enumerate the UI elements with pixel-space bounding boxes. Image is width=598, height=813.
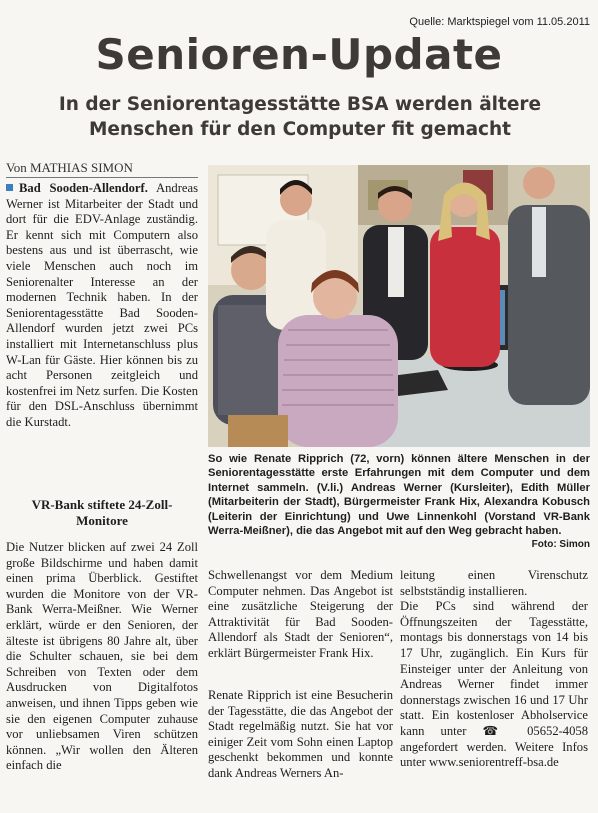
headline: Senioren-Update	[95, 30, 503, 79]
article-column-1-continued	[6, 540, 198, 774]
paragraph-opening-hours: Die PCs sind während der Öffnungszeiten der Tagesstätte, montags bis donnerstags von 14 bis 17 Uhr, zugänglich. Ein Kurs für Einsteiger unter der Anleitung von Andreas Werner findet immer donnerstags zwischen 16 und 17 Uhr statt. Ein kostenloser Abholservice kann unter ☎ 05652-4058 angefordert werden. Weitere Infos unter www.seniorentreff-bsa.de	[400, 599, 588, 770]
lead-paragraph: Andreas Werner ist Mitarbeiter der Stadt und dort für die EDV-Anlage zuständig. Er kennt sich mit Computern also bestens aus und ist überrascht, wie viele Menschen auch noch im Seniorenalter Interesse an der modernen Technik haben. In der Seniorentagesstätte Bad Sooden-Allendorf wurden jetzt zwei PCs installiert mit Internetanschluss plus W-Lan für Gäste. Hier können bis zu acht Personen zeitgleich und kostenfrei im Netz surfen. Die Kosten für den DSL-Anschluss übernimmt die Kurstadt.	[6, 181, 198, 429]
paragraph-ripprich: Renate Ripprich ist eine Besucherin der Tagesstätte, die das Angebot der Stadt regelmäßig nutzt. Sie hat vor einiger Zeit vom Sohn einen Laptop geschenkt bekommen und konnte dank Andreas Werners An-	[208, 688, 393, 780]
article-column-2-continued	[208, 688, 393, 782]
article-photo	[208, 165, 590, 447]
caption-text: So wie Renate Ripprich (72, vorn) können ältere Menschen in der Seniorentagesstätte erste Erfahrungen mit dem Computer und dem Internet sammeln. (V.li.) Andreas Werner (Kursleiter), Edith Müller (Mitarbeiterin der Stadt), Bürgermeister Frank Hix, Alexandra Kobusch (Leiterin der Einrichtung) und Uwe Linnenkohl (Vorstand VR-Bank Werra-Meißner), die das Angebot mit auf den Weg gebracht haben.	[208, 453, 590, 538]
subheadline: In der Seniorentagesstätte BSA werden ältere Menschen für den Computer fit gemacht	[58, 94, 542, 140]
paragraph-monitors: Die Nutzer blicken auf zwei 24 Zoll große Bildschirme und haben damit einen prima Überblick. Gestiftet wurden die Monitore von der VR-Bank Werra-Meißner. Wie Werner erklärt, würde er den Senioren, der älteste ist übrigens 80 Jahre alt, über die Schulter schauen, sie bei dem Schreiben von Texten oder dem Ausdrucken von Digitalfotos anweisen, und ihnen Tipps geben wie sie den eigenen Computer zuhause vor unliebsamen Viren schützen können. „Wir wollen den Älteren einfach die	[6, 540, 198, 773]
article-column-1	[6, 181, 198, 431]
paragraph-antivirus: leitung einen Virenschutz selbstständig installieren.	[400, 568, 588, 598]
lead-marker	[6, 184, 13, 191]
photo-credit: Foto: Simon	[531, 539, 590, 551]
article-column-2	[208, 568, 393, 662]
dateline: Bad Sooden-Allendorf.	[19, 181, 148, 195]
paragraph-quote: Schwellenangst vor dem Medium Computer nehmen. Das Angebot ist eine zusätzliche Steigerung der Attraktivität für Bad Sooden-Allendorf als Stadt der Senioren“, erklärt Bürgermeister Frank Hix.	[208, 568, 393, 660]
article-column-3	[400, 568, 588, 771]
byline-rule	[6, 177, 198, 178]
section-subhead: VR-Bank stiftete 24-Zoll-Monitore	[31, 497, 173, 528]
source-note: Quelle: Marktspiegel vom 11.05.2011	[409, 16, 590, 28]
photo-caption	[208, 452, 590, 553]
photo-illustration	[208, 165, 590, 447]
byline: Von MATHIAS SIMON	[6, 160, 133, 175]
